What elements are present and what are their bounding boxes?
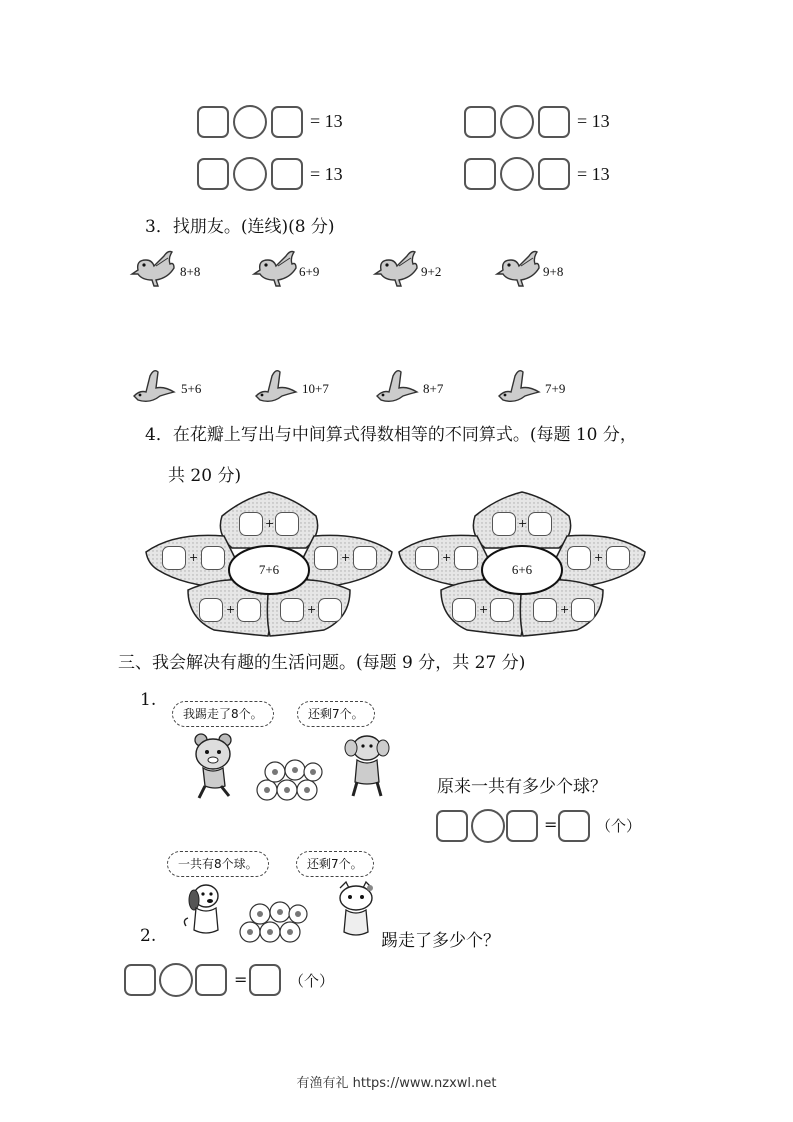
bird-expression: 10+7 (302, 381, 329, 396)
unit-label: （个） (596, 817, 642, 835)
elephant-icon (343, 730, 391, 798)
petal-box[interactable] (199, 598, 223, 622)
answer-box[interactable] (271, 106, 303, 138)
speech-bubble: 一共有8个球。 (167, 851, 269, 877)
petal-box[interactable] (201, 546, 225, 570)
bird-expression: 5+6 (181, 381, 202, 396)
petal-box[interactable] (314, 546, 338, 570)
plus-sign: + (518, 517, 528, 530)
bird-expression: 9+8 (543, 264, 564, 279)
cat-icon (332, 880, 380, 942)
answer-box[interactable] (197, 158, 229, 190)
operator-circle[interactable] (233, 105, 267, 139)
flying-bird-icon[interactable] (252, 366, 300, 406)
operator-circle[interactable] (471, 809, 505, 843)
dog-icon (180, 880, 230, 940)
petal-box[interactable] (528, 512, 552, 536)
soccer-balls-icon (255, 754, 327, 802)
bird-expression: 9+2 (421, 264, 442, 279)
plus-sign: + (189, 551, 199, 564)
petal-box[interactable] (490, 598, 514, 622)
petal-box[interactable] (452, 598, 476, 622)
answer-box[interactable] (124, 964, 156, 996)
petal-box[interactable] (162, 546, 186, 570)
flower-center-expression: 7+6 (258, 562, 280, 577)
petal-box[interactable] (567, 546, 591, 570)
flying-bird-icon[interactable] (495, 366, 543, 406)
answer-box[interactable] (464, 158, 496, 190)
plus-sign: + (307, 603, 317, 616)
plus-sign: + (226, 603, 236, 616)
plus-sign: + (265, 517, 275, 530)
operator-circle[interactable] (500, 105, 534, 139)
petal-box[interactable] (415, 546, 439, 570)
answer-box[interactable] (464, 106, 496, 138)
petal-box[interactable] (533, 598, 557, 622)
petal-box[interactable] (280, 598, 304, 622)
p1-question: 原来一共有多少个球？ (437, 777, 607, 797)
bear-icon (185, 730, 245, 800)
petal-box[interactable] (318, 598, 342, 622)
flower-2 (397, 490, 647, 638)
bird-expression: 6+9 (299, 264, 320, 279)
petal-box[interactable] (454, 546, 478, 570)
petal-box[interactable] (571, 598, 595, 622)
bird-expression: 7+9 (545, 381, 566, 396)
answer-box[interactable] (538, 106, 570, 138)
bird-icon[interactable] (371, 248, 419, 288)
petal-box[interactable] (606, 546, 630, 570)
petal-box[interactable] (237, 598, 261, 622)
answer-box[interactable] (538, 158, 570, 190)
speech-bubble: 还剩7个。 (297, 701, 375, 727)
plus-sign: + (594, 551, 604, 564)
answer-box[interactable] (197, 106, 229, 138)
petal-box[interactable] (239, 512, 263, 536)
equals-sign: = (234, 970, 248, 989)
p2-number: 2. (140, 926, 157, 946)
petal-box[interactable] (492, 512, 516, 536)
bird-expression: 8+7 (423, 381, 444, 396)
operator-circle[interactable] (233, 157, 267, 191)
operator-circle[interactable] (500, 157, 534, 191)
soccer-balls-icon (238, 898, 310, 944)
bird-expression: 8+8 (180, 264, 201, 279)
plus-sign: + (341, 551, 351, 564)
flying-bird-icon[interactable] (373, 366, 421, 406)
q4-title-line2: 共 20 分) (168, 466, 242, 486)
plus-sign: + (479, 603, 489, 616)
bird-icon[interactable] (493, 248, 541, 288)
section3-title: 三、我会解决有趣的生活问题。(每题 9 分，共 27 分) (118, 653, 526, 673)
p2-question: 踢走了多少个？ (381, 931, 500, 951)
speech-bubble: 还剩7个。 (296, 851, 374, 877)
operator-circle[interactable] (159, 963, 193, 997)
speech-bubble: 我踢走了8个。 (172, 701, 274, 727)
equation-result: = 13 (577, 111, 610, 131)
bird-icon[interactable] (128, 248, 176, 288)
footer-watermark: 有渔有礼 https://www.nzxwl.net (296, 1076, 497, 1091)
plus-sign: + (442, 551, 452, 564)
answer-box[interactable] (271, 158, 303, 190)
answer-box[interactable] (558, 810, 590, 842)
answer-box[interactable] (436, 810, 468, 842)
bird-icon[interactable] (250, 248, 298, 288)
answer-box[interactable] (195, 964, 227, 996)
answer-box[interactable] (249, 964, 281, 996)
equation-result: = 13 (310, 111, 343, 131)
q3-title: 3．找朋友。(连线)(8 分) (145, 217, 335, 237)
equation-result: = 13 (310, 164, 343, 184)
answer-box[interactable] (506, 810, 538, 842)
p1-number: 1. (140, 690, 157, 710)
equals-sign: = (544, 815, 558, 834)
q4-title-line1: 4．在花瓣上写出与中间算式得数相等的不同算式。(每题 10 分， (145, 425, 637, 445)
flying-bird-icon[interactable] (130, 366, 178, 406)
equation-result: = 13 (577, 164, 610, 184)
flower-1 (144, 490, 394, 638)
plus-sign: + (560, 603, 570, 616)
flower-center-expression: 6+6 (511, 562, 533, 577)
petal-box[interactable] (275, 512, 299, 536)
petal-box[interactable] (353, 546, 377, 570)
unit-label: （个） (289, 972, 335, 990)
